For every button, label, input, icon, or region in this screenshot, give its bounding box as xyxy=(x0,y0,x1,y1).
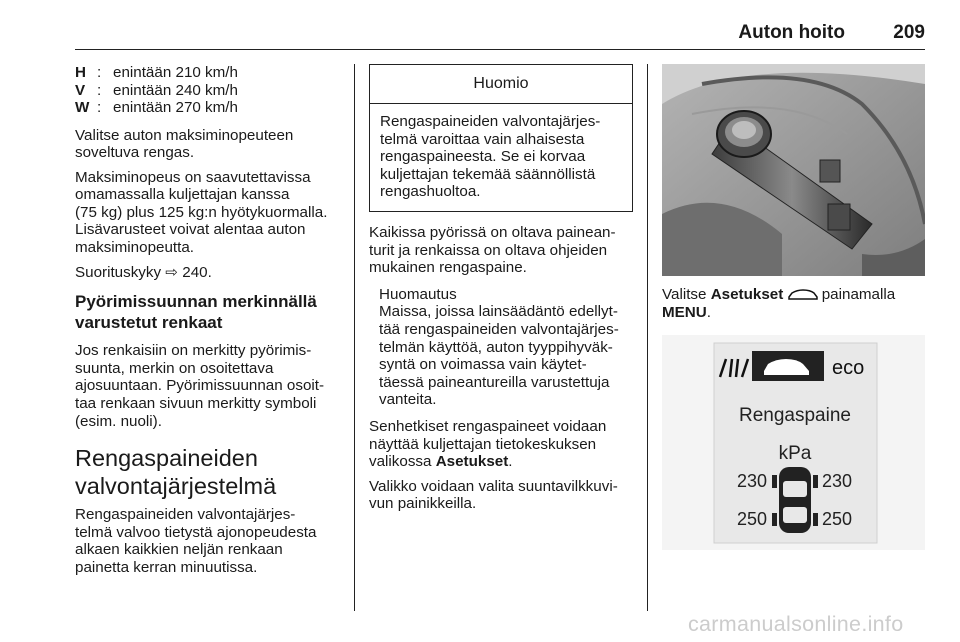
screen-title: Rengaspaine xyxy=(739,405,851,427)
paragraph: Jos renkaisiin on merkitty pyörimis- suunta, merkin on osoitettava ajosuuntaan. Pyörimissuunnan osoit- taa renkaan sivuun merkitty symboli (esim. nuoli). xyxy=(75,342,325,430)
pressure-front-left: 230 xyxy=(736,471,767,492)
menu-term: Asetukset xyxy=(435,453,509,471)
paragraph: Valitse auton maksiminopeuteen soveltuva rengas. xyxy=(75,126,294,162)
menu-term: Asetukset xyxy=(710,286,784,303)
page-header xyxy=(75,22,925,50)
notice-body: Rengaspaineiden valvontajärjes- telmä varoittaa vain alhaisesta rengaspaineesta. Se ei korvaa kuljettajan tekemää säännöllistä rengashuoltoa. xyxy=(380,113,601,201)
column-1 xyxy=(75,64,341,577)
column-divider-2 xyxy=(647,64,648,611)
speed-row xyxy=(75,64,341,82)
cross-reference[interactable]: Suorituskyky ⇨ 240. xyxy=(75,263,212,281)
speed-sep: : xyxy=(97,64,102,81)
speed-code: H xyxy=(75,64,86,81)
car-icon xyxy=(788,288,818,300)
watermark: carmanualsonline.info xyxy=(688,612,904,636)
pressure-unit: kPa xyxy=(778,443,812,465)
notice-box xyxy=(369,64,633,212)
speed-row xyxy=(75,82,341,100)
menu-button-label: MENU xyxy=(662,303,707,321)
caption: Valitse Asetukset painamalla MENU. xyxy=(662,286,896,321)
tire-pressure-display xyxy=(662,335,925,550)
speed-sep: : xyxy=(97,81,102,99)
pressure-rear-left: 250 xyxy=(736,509,767,530)
speed-sep: : xyxy=(97,99,102,116)
paragraph: Maksiminopeus on saavutettavissa omamassalla kuljettajan kanssa (75 kg) plus 125 kg:n hyötykuormalla. Lisävarusteet voivat alentaa auton maksiminopeutta. xyxy=(75,168,328,257)
section-title: Auton hoito xyxy=(738,22,845,43)
page-number: 209 xyxy=(893,22,925,43)
header-rule xyxy=(75,49,925,50)
note-block: Huomautus Maissa, joissa lainsäädäntö edellyt- tää rengaspaineiden valvontajärjes- telmän käyttöä, auton tyyppihyväk- syntä on voimassa vain käytet- täessä paineantureilla varustettuja vanteita. xyxy=(369,286,633,409)
speed-text: enintään 240 km/h xyxy=(113,81,238,99)
pressure-front-right: 230 xyxy=(822,471,853,492)
subheading: Pyörimissuunnan merkinnällä varustetut renkaat xyxy=(75,292,317,333)
eco-tab: eco xyxy=(832,357,865,380)
speed-row xyxy=(75,99,341,117)
paragraph: Kaikissa pyörissä on oltava painean- turit ja renkaissa on oltava ohjeiden mukainen rengaspaine. xyxy=(369,223,616,277)
speed-text: enintään 270 km/h xyxy=(113,99,238,116)
paragraph: Rengaspaineiden valvontajärjes- telmä valvoo tietystä ajonopeudesta alkaen kaikkien neljän renkaan painetta kerran minuutissa. xyxy=(75,506,317,576)
column-divider-1 xyxy=(354,64,355,611)
column-2 xyxy=(369,64,633,513)
paragraph: Senhetkiset rengaspaineet voidaan näyttää kuljettajan tietokeskuksen valikossa Asetukset. xyxy=(369,417,607,471)
paragraph: Valikko voidaan valita suuntavilkkuvi- vun painikkeilla. xyxy=(369,477,618,513)
speed-table xyxy=(75,64,341,117)
speed-text: enintään 210 km/h xyxy=(113,64,238,81)
speed-code: W xyxy=(75,99,90,116)
pressure-rear-right: 250 xyxy=(822,509,853,530)
column-3 xyxy=(662,64,925,550)
speed-code: V xyxy=(75,81,86,99)
section-heading: Rengaspaineiden valvontajärjestelmä xyxy=(75,445,277,500)
notice-title: Huomio xyxy=(370,65,632,104)
turn-signal-lever-photo xyxy=(662,64,925,276)
note-title: Huomautus xyxy=(379,285,457,303)
